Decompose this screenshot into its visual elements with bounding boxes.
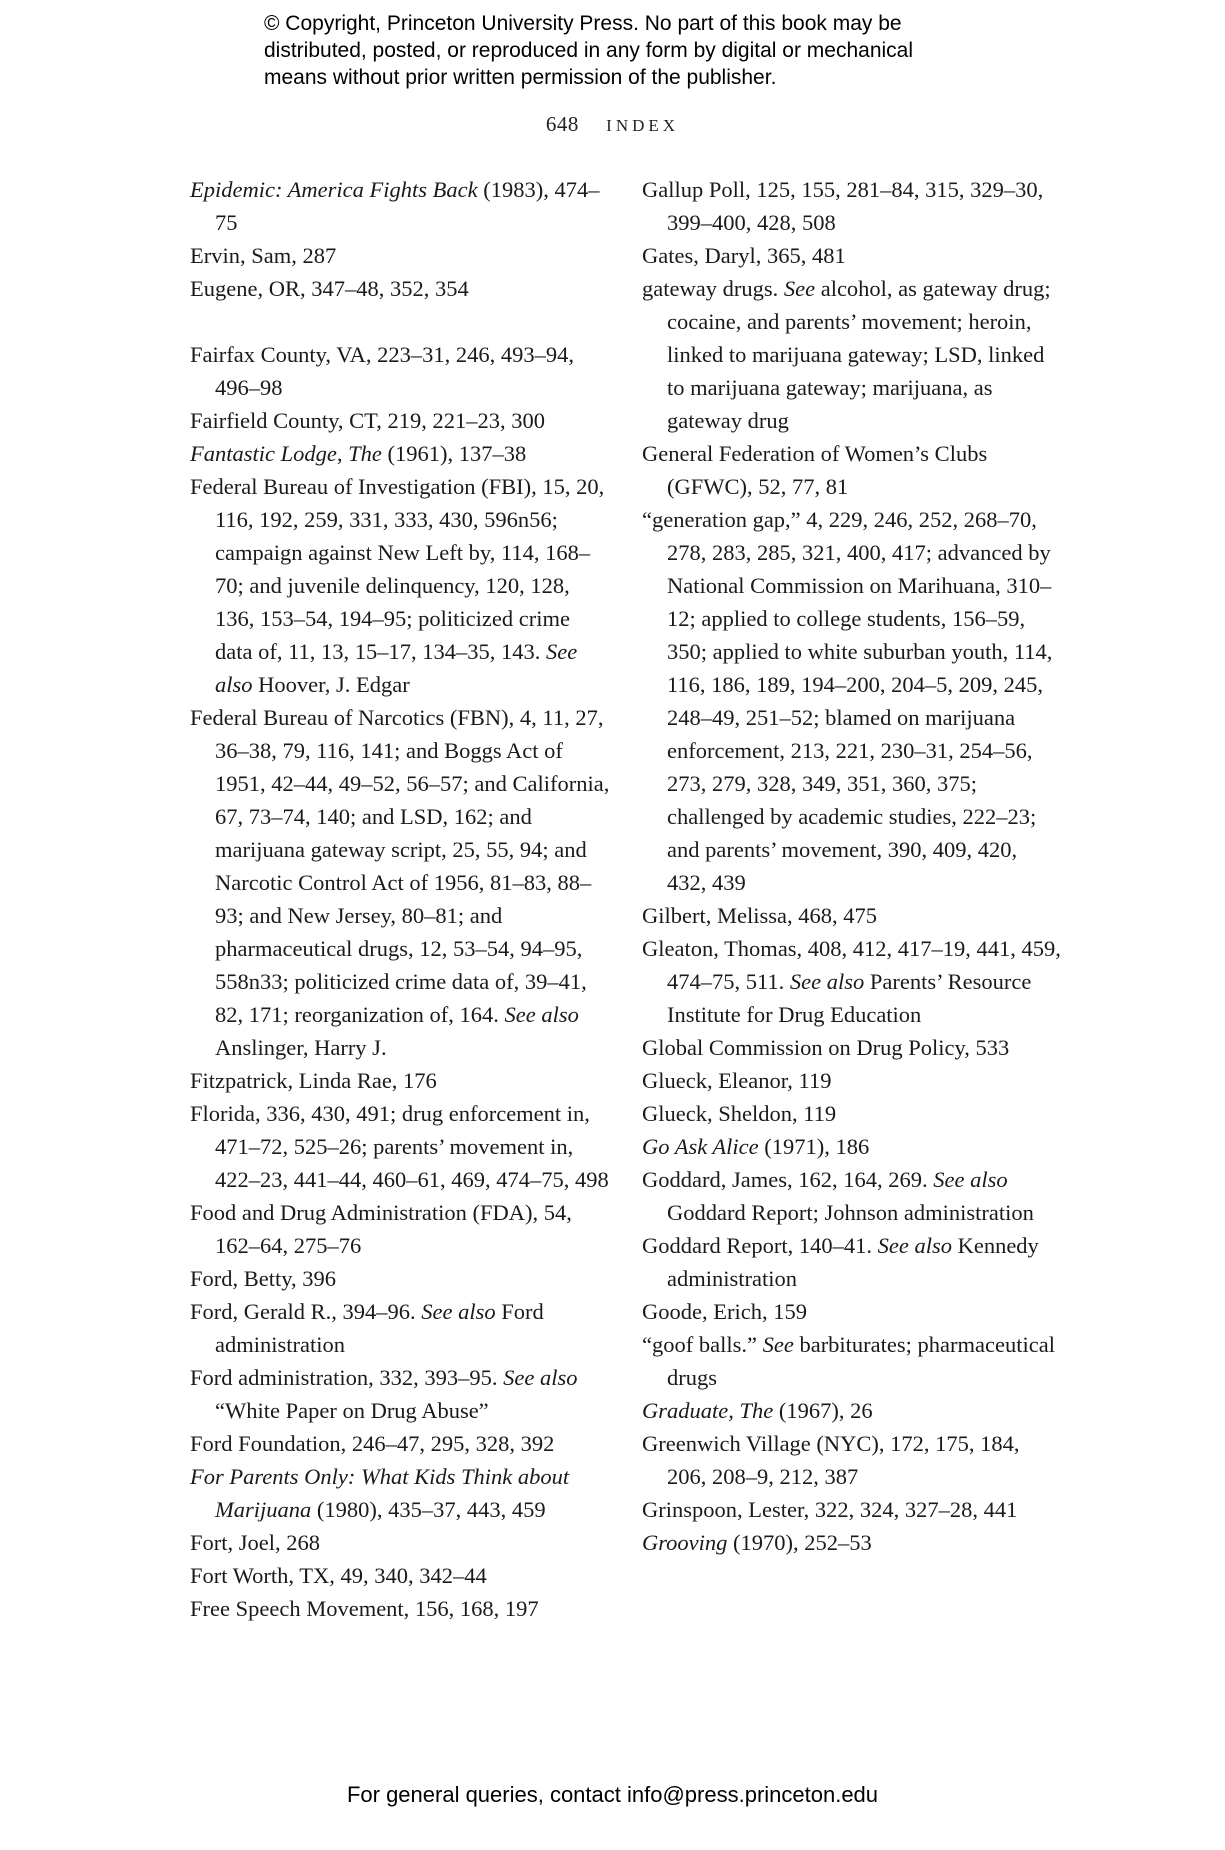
copyright-line-3: means without prior written permission of the publisher. (264, 66, 777, 89)
index-entry: Gallup Poll, 125, 155, 281–84, 315, 329–30, 399–400, 428, 508 (642, 177, 1044, 235)
index-entry: Fairfield County, CT, 219, 221–23, 300 (190, 408, 545, 433)
index-entry: “generation gap,” 4, 229, 246, 252, 268–70, 278, 283, 285, 321, 400, 417; advanced by National Commission on Marihuana, 310–12; applied to college students, 156–59, 350; applied to white suburban youth, 114, 116, 186, 189, 194–200, 204–5, 209, 245, 248–49, 251–52; blamed on marijuana enforcement, 213, 221, 230–31, 254–56, 273, 279, 328, 349, 351, 360, 375; challenged by academic studies, 222–23; and parents’ movement, 390, 409, 420, 432, 439 (642, 507, 1053, 895)
index-entry: Glueck, Sheldon, 119 (642, 1101, 837, 1126)
index-entry: Ervin, Sam, 287 (190, 243, 337, 268)
index-column-left (190, 173, 610, 1625)
index-entry: Gates, Daryl, 365, 481 (642, 243, 846, 268)
index-entry: For Parents Only: What Kids Think about Marijuana (1980), 435–37, 443, 459 (190, 1464, 570, 1522)
index-entry: Federal Bureau of Narcotics (FBN), 4, 11, 27, 36–38, 79, 116, 141; and Boggs Act of 1951, 42–44, 49–52, 56–57; and California, 67, 73–74, 140; and LSD, 162; and marijuana gateway script, 25, 55, 94; and Narcotic Control Act of 1956, 81–83, 88–93; and New Jersey, 80–81; and pharmaceutical drugs, 12, 53–54, 94–95, 558n33; politicized crime data of, 39–41, 82, 171; reorganization of, 164. See also Anslinger, Harry J. (190, 705, 610, 1060)
index-entry: Gleaton, Thomas, 408, 412, 417–19, 441, 459, 474–75, 511. See also Parents’ Resource Institute for Drug Education (642, 936, 1061, 1027)
copyright-notice (264, 10, 1024, 91)
index-entry: Ford administration, 332, 393–95. See also “White Paper on Drug Abuse” (190, 1365, 578, 1423)
index-entry: Ford Foundation, 246–47, 295, 328, 392 (190, 1431, 555, 1456)
index-entry: Federal Bureau of Investigation (FBI), 15, 20, 116, 192, 259, 331, 333, 430, 596n56; campaign against New Left by, 114, 168–70; and juvenile delinquency, 120, 128, 136, 153–54, 194–95; politicized crime data of, 11, 13, 15–17, 134–35, 143. See also Hoover, J. Edgar (190, 474, 605, 697)
index-entry: Goode, Erich, 159 (642, 1299, 807, 1324)
index-entry: Greenwich Village (NYC), 172, 175, 184, 206, 208–9, 212, 387 (642, 1431, 1020, 1489)
index-entry: “goof balls.” See barbiturates; pharmaceutical drugs (642, 1332, 1055, 1390)
index-entry: Fantastic Lodge, The (1961), 137–38 (190, 441, 527, 466)
index-column-right (642, 173, 1062, 1559)
copyright-line-2: distributed, posted, or reproduced in any form by digital or mechanical (264, 39, 914, 62)
index-entry: Grinspoon, Lester, 322, 324, 327–28, 441 (642, 1497, 1018, 1522)
page-number: 648 (545, 112, 579, 136)
index-entry: Global Commission on Drug Policy, 533 (642, 1035, 1010, 1060)
footer-contact: For general queries, contact info@press.princeton.edu (346, 1782, 879, 1807)
index-entry: Free Speech Movement, 156, 168, 197 (190, 1596, 539, 1621)
index-entry: Florida, 336, 430, 491; drug enforcement in, 471–72, 525–26; parents’ movement in, 422–23, 441–44, 460–61, 469, 474–75, 498 (190, 1101, 609, 1192)
index-entry: Fitzpatrick, Linda Rae, 176 (190, 1068, 437, 1093)
copyright-line-1: © Copyright, Princeton University Press. No part of this book may be (264, 12, 902, 35)
index-entry: Epidemic: America Fights Back (1983), 474–75 (190, 177, 600, 235)
index-entry: Goddard Report, 140–41. See also Kennedy administration (642, 1233, 1039, 1291)
index-entry: Glueck, Eleanor, 119 (642, 1068, 832, 1093)
index-entry: Food and Drug Administration (FDA), 54, 162–64, 275–76 (190, 1200, 572, 1258)
index-entry: Graduate, The (1967), 26 (642, 1398, 873, 1423)
section-title: INDEX (606, 116, 680, 135)
index-entry: Gilbert, Melissa, 468, 475 (642, 903, 877, 928)
running-head (0, 112, 1225, 137)
index-entry: Fairfax County, VA, 223–31, 246, 493–94, 496–98 (190, 342, 574, 400)
index-entry: General Federation of Women’s Clubs (GFWC), 52, 77, 81 (642, 441, 988, 499)
index-entry: gateway drugs. See alcohol, as gateway drug; cocaine, and parents’ movement; heroin, linked to marijuana gateway; LSD, linked to marijuana gateway; marijuana, as gateway drug (642, 276, 1051, 433)
index-entry: Ford, Gerald R., 394–96. See also Ford administration (190, 1299, 544, 1357)
index-entry: Goddard, James, 162, 164, 269. See also Goddard Report; Johnson administration (642, 1167, 1034, 1225)
index-entry: Eugene, OR, 347–48, 352, 354 (190, 276, 469, 301)
index-entry: Fort, Joel, 268 (190, 1530, 321, 1555)
index-entry: Ford, Betty, 396 (190, 1266, 337, 1291)
index-entry: Fort Worth, TX, 49, 340, 342–44 (190, 1563, 487, 1588)
index-entry: Go Ask Alice (1971), 186 (642, 1134, 870, 1159)
index-entry: Grooving (1970), 252–53 (642, 1530, 872, 1555)
